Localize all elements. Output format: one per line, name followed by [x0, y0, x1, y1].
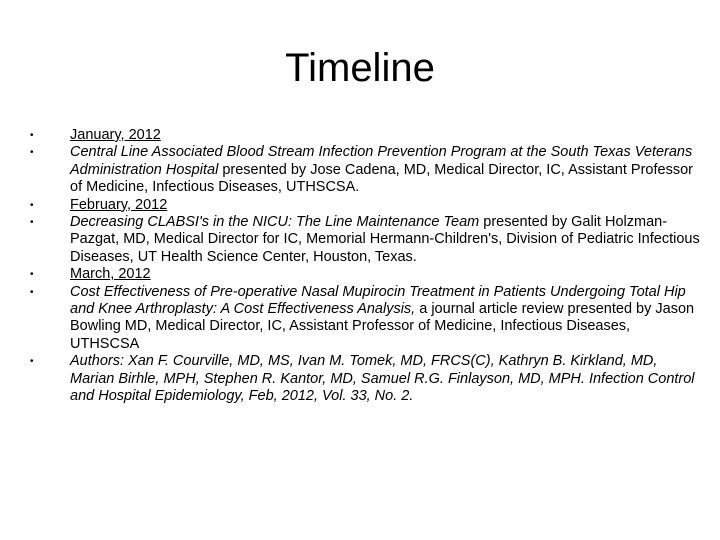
timeline-list [30, 127, 700, 406]
list-item [30, 144, 700, 196]
bullet-icon: • [30, 147, 34, 159]
list-item [30, 127, 700, 144]
list-item [30, 284, 700, 354]
date-march: March, 2012 [70, 266, 151, 283]
presentation-title: Decreasing CLABSI's in the NICU: The Line Maintenance Team [70, 214, 480, 231]
article-title: Cost Effectiveness of Pre-operative Nasal Mupirocin Treatment in Patients Undergoing Total Hip and Knee Arthroplasty: A Cost Effectiveness Analysis, [70, 283, 686, 318]
article-review-details: a journal article review presented by Jason Bowling MD, Medical Director, IC, Assistant Professor of Medicine, Infectious Diseases, UTHSCSA [70, 301, 695, 352]
date-february: February, 2012 [70, 196, 168, 213]
article-authors: Authors: Xan F. Courville, MD, MS, Ivan M. Tomek, MD, FRCS(C), Kathryn B. Kirkland, MD, Marian Birhle, MPH, Stephen R. Kantor, MD, Samuel R.G. Finlayson, MD, MPH. Infection Control and Hospital Epidemiology, Feb, 2012, Vol. 33, No. 2. [70, 353, 695, 405]
list-item [30, 266, 700, 283]
list-item [30, 214, 700, 266]
bullet-icon: • [30, 130, 34, 141]
bullet-icon: • [30, 286, 34, 298]
bullet-icon: • [30, 217, 34, 229]
bullet-icon: • [30, 199, 34, 211]
presentation-title: Central Line Associated Blood Stream Infection Prevention Program at the South Texas Veterans Administration Hospital [70, 144, 693, 178]
slide-title: Timeline [285, 46, 435, 90]
bullet-icon: • [30, 356, 34, 368]
bullet-icon: • [30, 269, 34, 281]
date-january: January, 2012 [70, 127, 161, 143]
presentation-details: presented by Galit Holzman-Pazgat, MD, Medical Director for IC, Memorial Hermann-Children's, Division of Pediatric Infectious Diseases, UT Health Science Center, Houston, Texas. [70, 214, 700, 265]
presentation-details: presented by Jose Cadena, MD, Medical Director, IC, Assistant Professor of Medicine, Infectious Diseases, UTHSCSA. [70, 161, 693, 196]
list-item [30, 353, 700, 405]
list-item [30, 197, 700, 214]
